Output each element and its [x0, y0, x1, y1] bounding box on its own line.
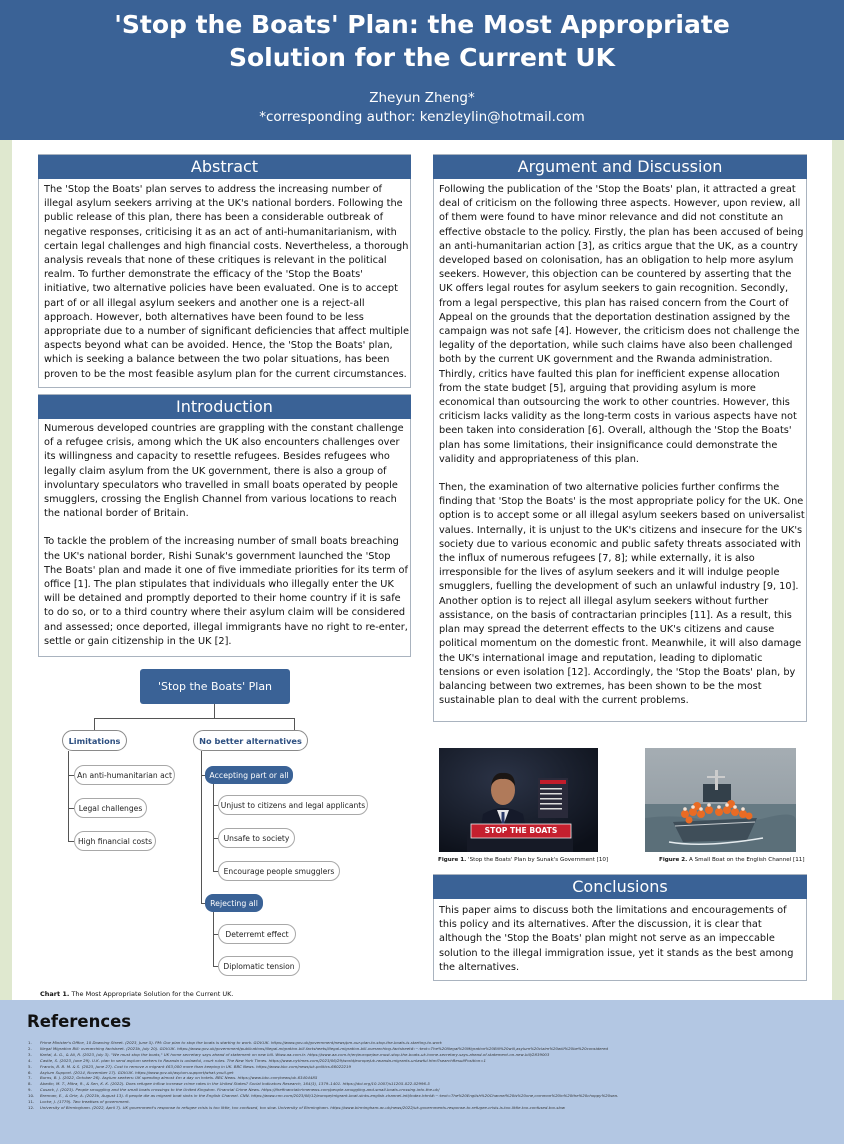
figure-2-text: A Small Boat on the English Channel [11]	[689, 857, 805, 863]
reference-number: 6.	[28, 1069, 32, 1075]
author-name: Zheyun Zheng*	[369, 90, 475, 106]
reference-text: Abedin, M. T., Mitra, R., & Sen, K. K. (2022). Does refugee inflow increase crime rates in the United States? Social Indicators Research, 164(3), 1379–1401. https://doi.org/10.1007/s11205-022-02996-5	[40, 1081, 430, 1087]
corresponding-author: *corresponding author: kenzleylin@hotmail.com	[259, 109, 585, 125]
title-line-2: Solution for the Current UK	[228, 43, 616, 72]
introduction-paragraph-2: To tackle the problem of the increasing number of small boats breaching the UK's national border, Rishi Sunak's government launched the 'Stop The Boats' plan and made it one of five immediate priorities for its term of office [1]. The plan stipulates that individuals who illegally enter the UK will be detained and promptly deported to their home country if it is safe to do so, or to a third country where their asylum claim will be considered and assessed; once deported, illegal immigrants have no right to re-enter, settle or gain citizenship in the UK [2].	[44, 536, 408, 647]
diagram-acc-item-3: Encourage people smugglers	[218, 861, 340, 881]
figure-2-label: Figure 2.	[659, 857, 688, 863]
abstract-paragraph: The 'Stop the Boats' plan serves to address the increasing number of illegal asylum seekers arriving at the UK's national borders. Following the public release of this plan, there has been a considerable outbreak of negative responses, criticising it as an act of anti-humanitarianism, with certain legal challenges and high financial costs. Nevertheless, a thorough analysis reveals that none of these critiques is relevant in the political realm. To further demonstrate the efficacy of the 'Stop the Boats' initiative, two alternative policies have been evaluated. One is to accept part of or all illegal asylum seekers and another one is a reject-all approach. However, both alternatives have been found to be less appropriate due to a number of significant deficiencies that affect multiple aspects beyond what can be avoided. Hence, the 'Stop the Boats' plan, which is seeking a balance between the two polar situations, has been proven to be the most feasible asylum plan for the current circumstances.	[44, 184, 409, 380]
poster-title	[0, 8, 844, 74]
reference-number: 9.	[28, 1087, 32, 1093]
author-block	[0, 89, 844, 127]
references-section	[0, 1000, 844, 1144]
reference-text: University of Birmingham. (2022, April 7). UK government's response to refugee crisis is too little, too confused, too slow. University of Birmingham. https://www.birmingham.ac.uk/news/2022/uk-governments-response-to-refugee-crisis-is-too-little-too-confused-too-slow	[40, 1104, 566, 1110]
reference-number: 5.	[28, 1063, 32, 1069]
diagram-lim-item-3: High financial costs	[74, 831, 156, 851]
references-heading: References	[27, 1012, 132, 1031]
reference-number: 3.	[28, 1051, 32, 1057]
reference-number: 7.	[28, 1075, 32, 1081]
reference-number: 4.	[28, 1057, 32, 1063]
reference-text: Prime Minister's Office, 10 Downing Street. (2023, June 5). PM: Our plan to stop the boats is starting to work. GOV.UK. https://www.gov.uk/government/news/pm-our-plan-to-stop-the-boats-is-starting-to-work	[40, 1040, 442, 1045]
reference-text: Brennan, E., & Orie, A. (2023b, August 13). 6 people die as migrant boat sinks in the English Channel. CNN. https://www.cnn.com/2023/08/12/europe/migrant-boat-sinks-english-channel-intl/index.html#:~:text=The%20English%20Channel%20is%20one,common%20in%20the%20choppy%20sea.	[40, 1093, 619, 1099]
argument-paragraph-1: Following the publication of the 'Stop the Boats' plan, it attracted a great deal of criticism on the following three aspects. However, upon review, all of them were found to have minor relevance and did not constitute an effective obstacle to the policy. Firstly, the plan has been accused of being an anti-humanitarian action [3], as critics argue that the UK, as a country developed based on colonisation, has an obligation to help more asylum seekers. However, this objection can be countered by asserting that the UK offers legal routes for asylum seekers to gain recognition. Secondly, from a legal perspective, this plan has raised concern from the Court of Appeal on the grounds that the deportation destination assigned by the campaign was not safe [4]. However, the criticism does not challenge the legality of the deportation, while such claims have also been challenged both by the current UK government and the Rwanda administration. Thirdly, critics have faulted this plan for inefficient expense allocation from the state budget [5], arguing that providing asylum is more economical than outsourcing the work to other countries. However, this criticism lacks validity as the long-term costs in various aspects have not been taken into consideration [6]. Overall, although the 'Stop the Boats' plan has some limitations, their insignificance could demonstrate the validity and appropriateness of this plan.	[439, 184, 804, 465]
reference-text: Illegal Migration Bill: overarching factsheet. (2023b, July 20). GOV.UK. https://www.gov.uk/government/publications/illegal-migration-bill-factsheets/illegal-migration-bill-overarching-factsheet#:~:text=The%20Illegal%20Migration%20Bill%20will,asylum%20claim%20will%20be%20considered	[40, 1045, 608, 1051]
diagram-acc-item-2: Unsafe to society	[218, 828, 295, 848]
reference-text: Cusack, J. (2023). People smuggling and the small boats crossings to the United Kingdom. Financial Crime News. https://thefinancialcrimenews.com/people-smuggling-and-small-boats-crossing-into-the-uk/	[40, 1087, 440, 1093]
conclusions-paragraph: This paper aims to discuss both the limitations and encouragements of this policy and its alternatives. After the discussion, it is clear that although the 'Stop the Boats' plan might not serve as an impeccable solution to the illegal immigration issue, yet it stands as the best among the alternatives.	[439, 905, 794, 973]
argument-text	[439, 183, 805, 708]
poster-header	[0, 0, 844, 140]
diagram-rejecting-node: Rejecting all	[205, 894, 263, 912]
reference-text: Asylum Support. (2014, November 17). GOV.UK. https://www.gov.uk/asylum-support/what-youll-get	[40, 1069, 234, 1075]
diagram-rej-item-1: Deterremt effect	[218, 924, 296, 944]
figure-2-caption	[659, 857, 805, 864]
introduction-paragraph-1: Numerous developed countries are grappling with the constant challenge of a refugee crisis, among which the UK also encounters challenges over its willingness and capacity to resettle refugees. Besides refugees who legally claim asylum from the UK government, there is also a group of involuntary speculators who travelled in small boats operated by people smugglers, crossing the English Channel from various locations to reach the national border of Britain.	[44, 423, 404, 520]
abstract-heading: Abstract	[38, 155, 411, 179]
reference-number: 11.	[28, 1099, 35, 1105]
diagram-root-node: 'Stop the Boats' Plan	[140, 669, 290, 704]
diagram-acc-item-1: Unjust to citizens and legal applicants	[218, 795, 368, 815]
reference-number: 8.	[28, 1081, 32, 1087]
reference-number: 1.	[28, 1040, 32, 1045]
conclusions-heading: Conclusions	[433, 875, 807, 899]
portrait-photo	[439, 748, 598, 852]
conclusions-text	[439, 904, 805, 975]
diagram-lim-item-2: Legal challenges	[74, 798, 147, 818]
chart-caption-text: The Most Appropriate Solution for the Current UK.	[71, 990, 234, 998]
diagram-limitations-node: Limitations	[62, 730, 127, 751]
solution-diagram	[38, 664, 418, 994]
chart-caption-label: Chart 1.	[40, 990, 70, 998]
argument-heading: Argument and Discussion	[433, 155, 807, 179]
introduction-heading: Introduction	[38, 395, 411, 419]
reference-item	[28, 1105, 828, 1111]
introduction-text	[44, 422, 410, 649]
chart-caption	[40, 990, 233, 998]
diagram-lim-item-1: An anti-humanitarian act	[74, 765, 175, 785]
reference-text: Kartal, A. G., & Ali, R. (2023, July 3). "We must stop the boats," UK home secretary says ahead of statement on new bill. Www.aa.com.tr. https://www.aa.com.tr/en/europe/we-must-stop-the-boats-uk-home-secretary-says-ahead-of-statement-on-new-bill/2839003	[40, 1051, 550, 1057]
reference-number: 12.	[28, 1104, 35, 1110]
reference-number: 10.	[28, 1093, 35, 1099]
reference-number: 2.	[28, 1045, 32, 1051]
reference-text: Locke, J. (1779). Two treatises of government.	[40, 1099, 130, 1105]
boat-photo-svg	[645, 748, 796, 852]
reference-text: Burns, B. J. (2022, October 26). Asylum seekers: UK spending almost £m a day on hotels. BBC News. https://www.bbc.com/news/uk-63404485	[40, 1075, 318, 1081]
diagram-no-better-node: No better alternatives	[193, 730, 308, 751]
title-line-1: 'Stop the Boats' Plan: the Most Appropriate	[114, 10, 730, 39]
boat-photo	[645, 748, 796, 852]
figure-1-caption	[438, 857, 608, 864]
podium-sign: STOP THE BOATS	[484, 826, 558, 835]
reference-text: Francis, B. B. M. & S. (2023, June 27). Cost to remove a migrant £63,000 more than keeping in UK. BBC News. https://www.bbc.com/news/uk-politics-66022219	[40, 1063, 351, 1069]
argument-paragraph-2: Then, the examination of two alternative policies further confirms the finding that 'Stop the Boats' is the most appropriate policy for the UK. One option is to accept some or all illegal asylum seekers based on universalist values. Internally, it is unjust to the UK's citizens and insecure for the UK's society due to various economic and public safety threats associated with the influx of numerous refugees [7, 8]; while externally, it is also irresponsible for the lives of asylum seekers and it will indulge people smugglers, fuelling the development of such an unlawful industry [9, 10]. Another option is to reject all illegal asylum seekers without further assistance, on the basis of contractarian principles [11]. As a result, this plan may spread the deterrent effects to the UK's citizens and cause political momentum on the domestic front. Meanwhile, it will also damage the UK's international image and reputation, leading to diplomatic tensions or even isolation [12]. Accordingly, the 'Stop the Boats' plan, by balancing between two extremes, has been shown to be the most sustainable plan to deal with the current problems.	[439, 482, 805, 707]
diagram-rej-item-2: Diplomatic tension	[218, 956, 300, 976]
diagram-accepting-node: Accepting part or all	[205, 766, 293, 784]
abstract-text	[44, 183, 410, 382]
figure-1-text: 'Stop the Boats' Plan by Sunak's Government [10]	[468, 857, 609, 863]
reference-text: Castle, S. (2023, June 29). U.K. plan to send asylum seekers to Rwanda is unlawful, court rules. The New York Times. https://www.nytimes.com/2023/06/29/world/europe/uk-rwanda-migrants-unlawful.html?searchResultPosition=1	[40, 1057, 486, 1063]
figure-1-label: Figure 1.	[438, 857, 467, 863]
references-list	[28, 1040, 828, 1111]
